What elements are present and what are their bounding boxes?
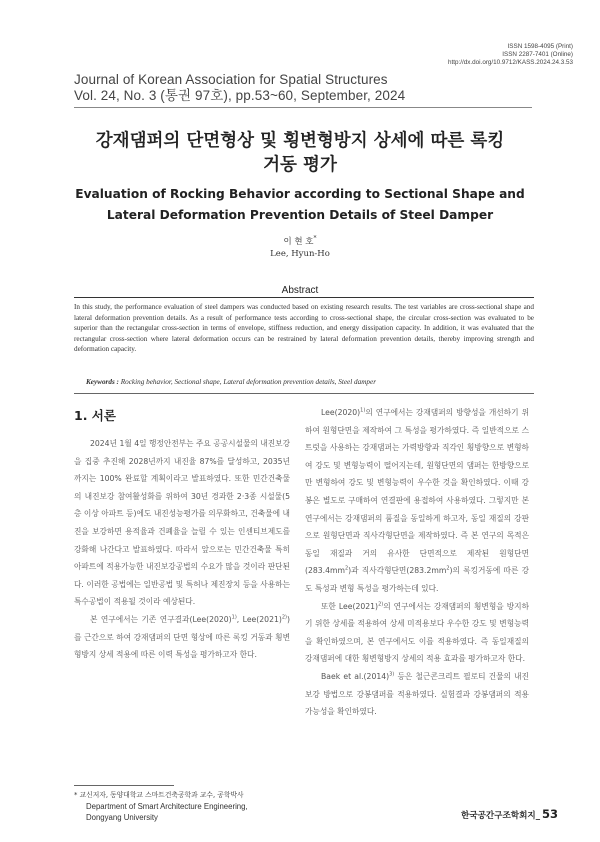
footnote-text: 교신저자, 동양대학교 스마트건축공학과 교수, 공학박사 [79,791,244,799]
text-run: )과 직사각형단면(283.2mm [348,566,447,576]
footnote-divider [74,785,174,786]
keywords-divider [74,393,534,394]
text-run: Lee(2020) [321,408,361,417]
footnote-mark: * [74,791,78,799]
doi-link[interactable]: http://dx.doi.org/10.9712/KASS.2024.24.3.53 [448,59,573,66]
page-number: 53 [541,807,558,821]
abstract-text: In this study, the performance evaluation of steel dampers was conducted based on existing research results. The test variables are cross-sectional shape and lateral deformation prevention details. As a result of performance tests according to cross-sectional shape, the circular cross-section was evaluated to be superior than the rectangular cross-section in terms of envelope, stiffness reduction, and energy dissipation capacity. In addition, it was evaluated that the rectangular cross-section where lateral deformation occurs can be restrained by lateral deformation prevention details, thereby improving strength and deformation capacity. [74,303,534,353]
issn-block [448,43,573,67]
intro-paragraph-3 [305,404,529,598]
keywords [86,378,534,387]
abstract-divider [74,297,534,298]
footnote-affiliation-en-1: Department of Smart Architecture Engineering, [86,802,248,811]
author-english: Lee, Hyun-Ho [270,249,330,259]
text-run: 의 연구에서는 강재댐퍼의 방향성을 개선하기 위하여 원형단면을 제작하여 그 특성을 평가하였다. 즉 일반적으로 스트럿을 사용하는 강재댐퍼는 가력방향과 직각인 횡방향으로 변형하여 강도 및 변형능력이 떨어지는데, 원형단면의 댐퍼는 한방향으로만 변형하여 강도 및 변형능력이 우수한 것을 확인하였다. 이때 강봉은 별도로 구매하여 연결판에 용접하여 사용하였다. 그렇지만 본 연구에서는 강재댐퍼의 품질을 동일하게 하고자, 동일 재질의 강판으로 원형단면과 직사각형단면을 제작하였다. 즉 본 연구의 목적은 동일 재질과 거의 유사한 단면적으로 제작된 원형단면(283.4mm [305,408,529,576]
author-mark: * [313,235,317,242]
text-run: )를 근간으로 하여 강재댐퍼의 단면 형상에 따른 록킹 거동과 횡변형방지 상세 적용에 따른 이력 특성을 평가하고자 한다. [74,614,290,660]
footer-separator: _ [535,811,540,821]
journal-header [74,72,405,104]
text-run: 의 연구에서는 강재댐퍼의 횡변형을 방지하기 위한 상세를 적용하여 상세 미적용보다 우수한 강도 및 변형능력을 확인하였으며, 본 연구에서도 이를 적용하였다. 즉 동일재질의 강재댐퍼에 대한 횡변형방지 상세의 적용 효과를 평가하고자 한다. [305,601,529,664]
footer-journal-name: 한국공간구조학회지 [460,811,536,821]
corresponding-author-footnote [74,790,304,823]
journal-name: Journal of Korean Association for Spatial Structures [74,72,388,87]
keywords-list: Rocking behavior, Sectional shape, Lateral deformation prevention details, Steel damper [120,378,376,386]
title-korean-line2: 거동 평가 [263,155,337,175]
issn-online: ISSN 2287-7401 (Online) [502,51,573,58]
text-run: 본 연구에서는 기존 연구결과(Lee(2020) [90,614,232,624]
header-divider [74,107,532,108]
keywords-label: Keywords : [86,378,119,386]
section-heading-intro: 1. 서론 [74,408,116,423]
citation-ref: 2) [281,614,287,621]
title-korean-line1: 강재댐퍼의 단면형상 및 횡변형방지 상세에 따른 록킹 [95,131,505,151]
issn-print: ISSN 1598-4095 (Print) [507,43,573,50]
footnote-affiliation-ko [74,790,304,801]
journal-volume: Vol. 24, No. 3 (통권 97호), pp.53~60, September, 2024 [74,88,406,103]
citation-ref: 1) [360,407,366,414]
unit-exponent: 2 [344,565,349,572]
page-footer [461,807,558,821]
intro-paragraph-5 [305,668,529,721]
title-english-line1: Evaluation of Rocking Behavior according to Sectional Shape and [75,187,525,201]
body-column-right [305,404,529,721]
citation-ref: 3) [389,671,395,678]
author-korean-name: 이 현 호 [283,236,314,247]
intro-paragraph-2 [74,611,290,664]
abstract-heading: Abstract [281,285,319,296]
text-run: )의 록킹거동에 따른 강도 특성과 변형 특성을 평가하는데 있다. [305,566,529,593]
text-run: , Lee(2021) [236,614,282,624]
text-run: 등은 철근콘크리트 필로티 건물의 내진보강 방법으로 강봉댐퍼를 적용하였다. 실험결과 강봉댐퍼의 적용 가능성을 확인하였다. [305,671,529,717]
text-run: Baek et al.(2014) [321,671,390,681]
author-korean [0,233,600,248]
body-column-left [74,435,290,664]
footnote-affiliation-en-2: Dongyang University [86,813,158,822]
title-english [60,184,540,226]
intro-paragraph-4 [305,598,529,668]
intro-paragraph-1: 2024년 1월 4일 행정안전부는 주요 공공시설물의 내진보강을 집중 추진해 2028년까지 내진율 87%를 달성하고, 2035년까지는 100% 완료할 계획이라고 발표하였다. 또한 민간건축물의 내진보강 참여활성화를 위하여 30년 경과한 2·3종 시설물(5층 이상 아파트 등)에도 내진성능평가를 의무화하고, 건축물에 내진을 보강하면 용적율과 건폐율을 늘릴 수 있는 인센티브제도를 강화해 나간다고 발표하였다. 따라서 앞으로는 민간건축물 특히 아파트에 적용가능한 내진보강공법의 수요가 많을 것이라 판단된다. 이러한 공법에는 일반공법 및 특허나 제진장치 등을 사용하는 특수공법이 적용될 것이라 예상된다. [74,439,290,607]
text-run: 또한 Lee(2021) [321,601,379,611]
title-english-line2: Lateral Deformation Prevention Details of Steel Damper [106,208,494,222]
title-korean [60,129,540,177]
citation-ref: 1) [231,614,237,621]
unit-exponent: 2 [446,565,450,572]
citation-ref: 2) [378,600,384,607]
